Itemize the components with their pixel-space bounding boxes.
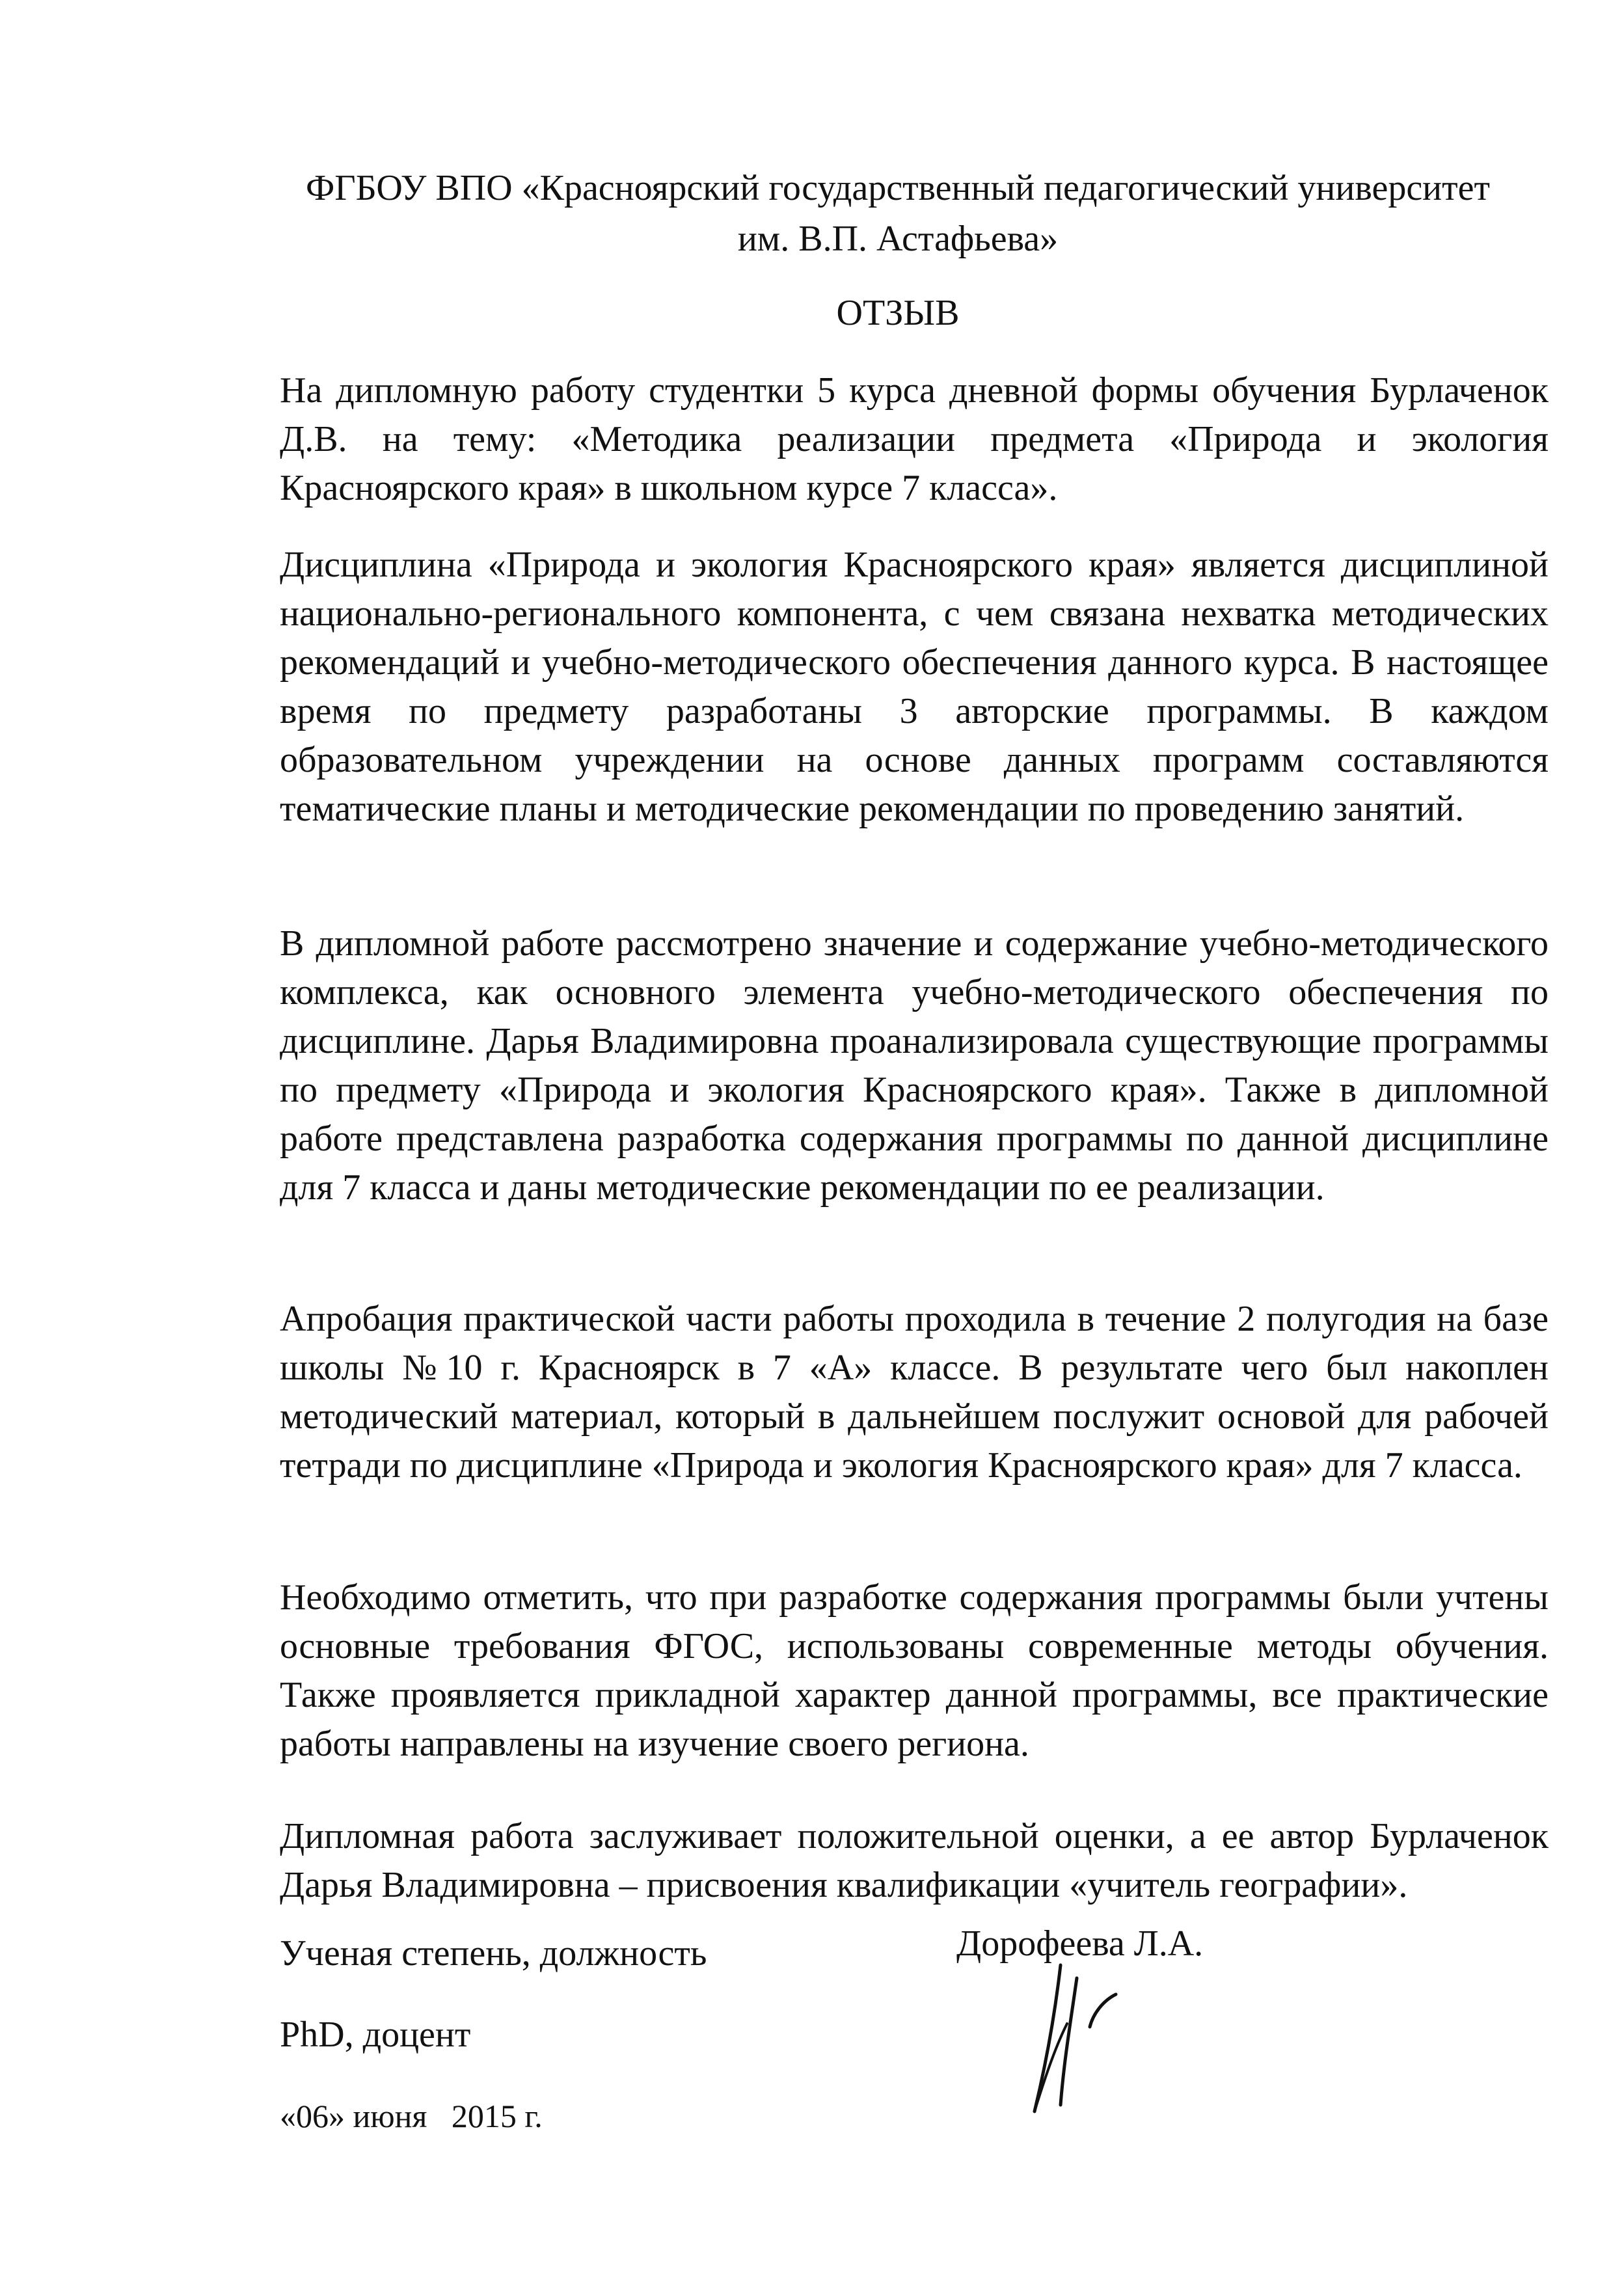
degree-label: Ученая степень, должность: [280, 1933, 707, 1974]
degree-value: PhD, доцент: [280, 2015, 471, 2055]
paragraph-requirements: Необходимо отметить, что при разработке содержания программы были учтены основные требования ФГОС, использованы современные методы обучения. Также проявляется прикладной характер данной программы, все практические работы направлены на изучение своего региона.: [280, 1577, 1549, 1764]
signature-stroke-2: [1061, 1978, 1077, 2105]
paragraph-conclusion: Дипломная работа заслуживает положительной оценки, а ее автор Бурлаченок Дарья Владимировна – присвоения квалификации «учитель географии».: [280, 1816, 1549, 1905]
paragraph-subject: На дипломную работу студентки 5 курса дневной формы обучения Бурлаченок Д.В. на тему: «Методика реализации предмета «Природа и экология Красноярского края» в школьном курсе 7 класса».: [280, 370, 1549, 508]
paragraph-content: В дипломной работе рассмотрено значение и содержание учебно-методического комплекса, как основного элемента учебно-методического обеспечения по дисциплине. Дарья Владимировна проанализировала существующие программы по предмету «Природа и экология Красноярского края». Также в дипломной работе представлена разработка содержания программы по данной дисциплине для 7 класса и даны методические рекомендации по ее реализации.: [280, 923, 1549, 1208]
paragraph-approbation: Апробация практической части работы проходила в течение 2 полугодия на базе школы №10 г. Красноярск в 7 «А» классе. В результате чего был накоплен методический материал, который в дальнейшем послужит основой для рабочей тетради по дисциплине «Природа и экология Красноярского края» для 7 класса.: [280, 1299, 1549, 1486]
signature-stroke-4: [1090, 1994, 1116, 2027]
institution-line-2: им. В.П. Астафьева»: [737, 219, 1059, 259]
review-date: «06» июня 2015 г.: [280, 2098, 543, 2134]
institution-line-1: ФГБОУ ВПО «Красноярский государственный педагогический университет: [306, 168, 1490, 208]
institution-header: [247, 163, 1549, 264]
reviewer-name: Дорофеева Л.А.: [956, 1923, 1204, 1964]
handwritten-signature: [1015, 1959, 1158, 2115]
paragraph-discipline: Дисциплина «Природа и экология Красноярского края» является дисциплиной национально-регионального компонента, с чем связана нехватка методических рекомендаций и учебно-методического обеспечения данного курса. В настоящее время по предмету разработаны 3 авторские программы. В каждом образовательном учреждении на основе данных программ составляются тематические планы и методические рекомендации по проведению занятий.: [280, 545, 1549, 829]
signature-stroke-1: [1035, 1965, 1061, 2111]
document-title: ОТЗЫВ: [836, 293, 960, 333]
